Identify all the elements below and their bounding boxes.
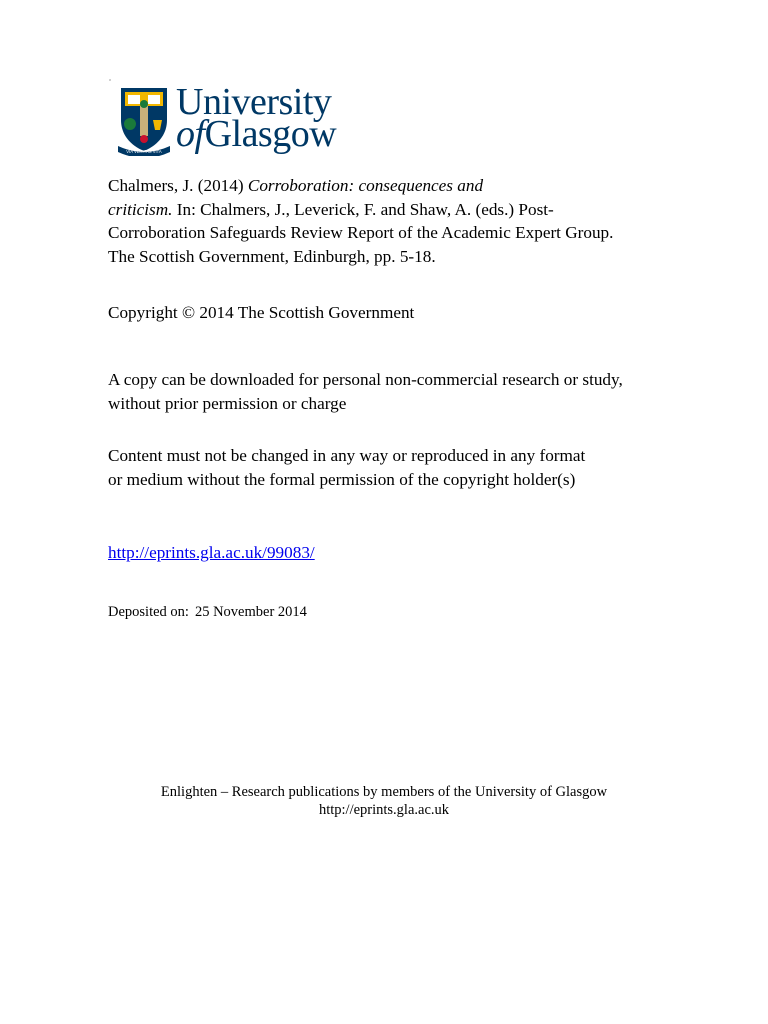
logo-wordmark-glasgow xyxy=(176,114,336,154)
deposited-label: Deposited on: xyxy=(108,604,189,620)
eprint-record-link[interactable]: http://eprints.gla.ac.uk/99083/ xyxy=(108,543,315,562)
logo-wordmark-university: University xyxy=(176,81,332,123)
citation-editors: In: Chalmers, J., Leverick, F. and Shaw, A. (eds.) Post- xyxy=(172,199,554,219)
citation-title-part-2: criticism. xyxy=(108,199,173,219)
citation xyxy=(108,174,613,268)
copy-permission-note xyxy=(108,368,623,415)
citation-line-3: Corroboration Safeguards Review Report of the Academic Expert Group. xyxy=(108,223,614,242)
university-of-glasgow-logo xyxy=(118,81,348,156)
citation-line-4: The Scottish Government, Edinburgh, pp. 5-18. xyxy=(108,246,436,266)
content-note-line-1: Content must not be changed in any way or reproduced in any format xyxy=(108,446,586,465)
citation-author-year: Chalmers, J. (2014) xyxy=(108,176,248,195)
deposited-date: 25 November 2014 xyxy=(194,604,307,620)
deposited-on xyxy=(108,601,307,625)
citation-line-2 xyxy=(108,198,613,222)
university-crest-icon xyxy=(118,84,170,156)
logo-wordmark-glasgow-text: Glasgow xyxy=(204,113,337,155)
logo-wordmark-of: of xyxy=(176,113,205,155)
footer-enlighten-line: Enlighten – Research publications by members of the University of Glasgow xyxy=(160,784,608,800)
content-note-line-2: or medium without the formal permission of the copyright holder(s) xyxy=(108,469,576,489)
citation-title-part-1: Corroboration: consequences and xyxy=(247,176,484,195)
footer-url: http://eprints.gla.ac.uk xyxy=(318,802,450,818)
corner-mark: ° xyxy=(109,80,111,85)
copy-note-line-2: without prior permission or charge xyxy=(108,393,347,413)
citation-line-1 xyxy=(108,174,613,198)
copyright-statement: Copyright © 2014 The Scottish Government xyxy=(108,303,415,322)
crest-motto: VIA VERITAS VITA xyxy=(126,149,162,154)
content-restriction-note xyxy=(108,444,585,491)
copy-note-line-1: A copy can be downloaded for personal non-commercial research or study, xyxy=(108,370,623,389)
